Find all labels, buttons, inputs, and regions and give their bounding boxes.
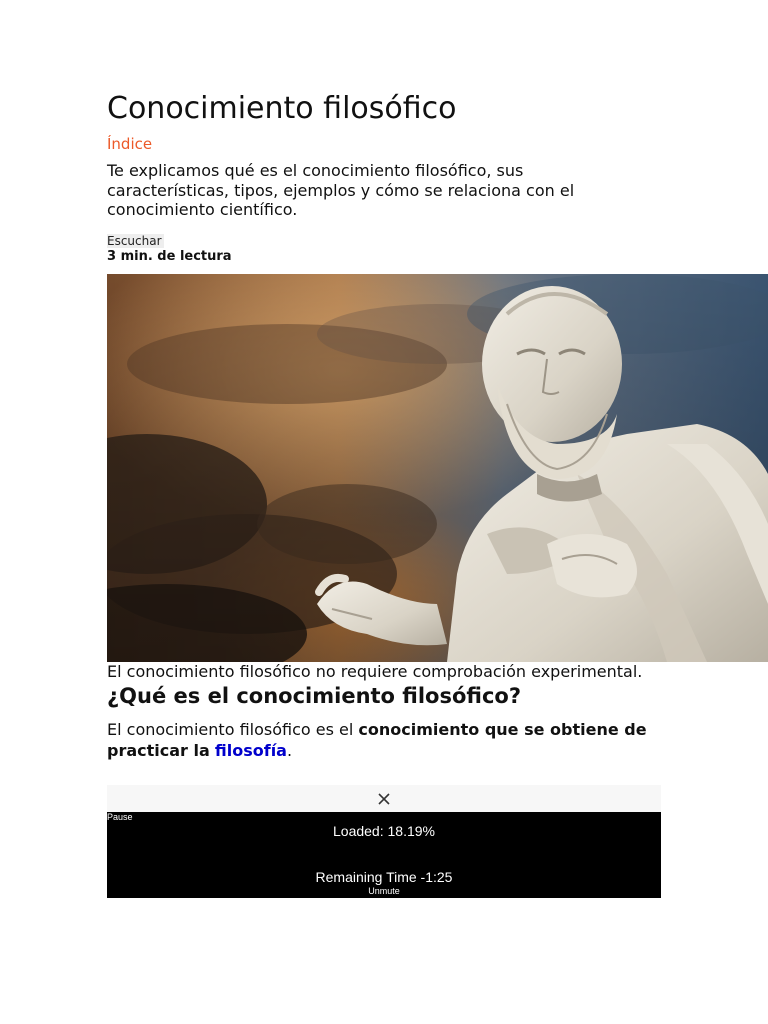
paragraph-text: El conocimiento filosófico es el (107, 720, 359, 739)
pause-button[interactable]: Pause (107, 812, 133, 822)
page-title: Conocimiento filosófico (107, 91, 457, 126)
article-intro: Te explicamos qué es el conocimiento filosófico, sus características, tipos, ejemplos y cómo se relaciona con el conocimiento científico. (107, 161, 575, 219)
video-player (107, 812, 661, 898)
section-heading: ¿Qué es el conocimiento filosófico? (107, 684, 522, 708)
unmute-button[interactable]: Unmute (368, 886, 400, 896)
section-paragraph (107, 720, 707, 761)
hero-caption: El conocimiento filosófico no requiere comprobación experimental. (107, 662, 643, 681)
paragraph-end: . (286, 740, 293, 760)
filosofia-link[interactable]: filosofía (214, 740, 287, 760)
video-player-header (107, 785, 661, 812)
paragraph-bold-text: conocimiento que se obtiene de practicar la (107, 720, 647, 760)
index-link[interactable]: Índice (107, 135, 153, 153)
hero-image-philosopher-statue (107, 274, 768, 662)
read-time: 3 min. de lectura (107, 249, 232, 264)
listen-button[interactable]: Escuchar (107, 234, 162, 248)
close-icon[interactable] (376, 791, 392, 807)
remaining-time: Remaining Time -1:25 (315, 869, 453, 885)
loaded-status: Loaded: 18.19% (333, 823, 435, 839)
